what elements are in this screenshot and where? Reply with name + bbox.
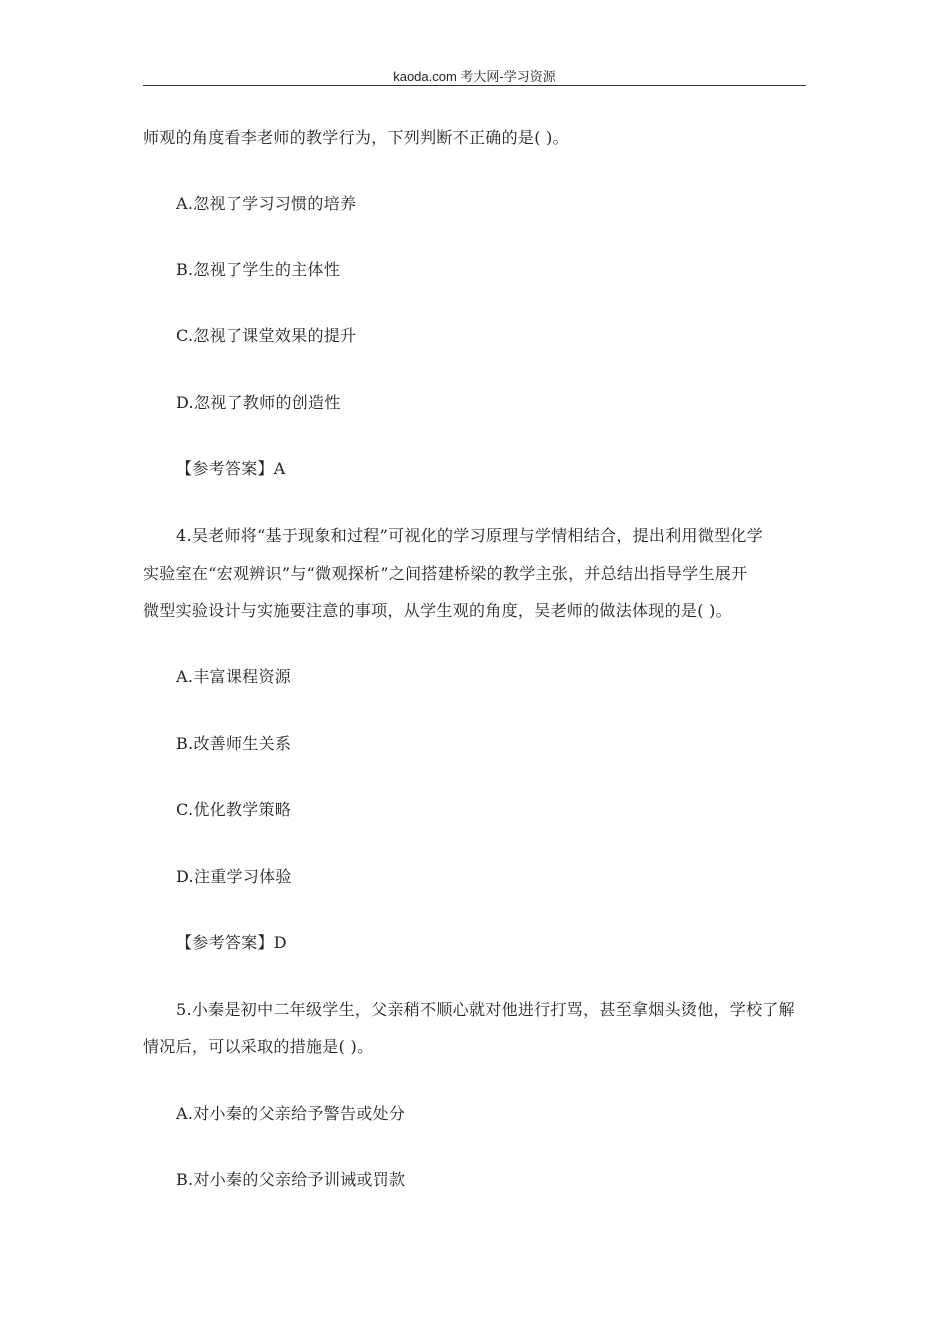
q4-option-b: B.改善师生关系	[176, 734, 292, 753]
q3-option-b: B.忽视了学生的主体性	[176, 260, 341, 279]
q5-option-a: A.对小秦的父亲给予警告或处分	[176, 1104, 406, 1123]
q3-answer: 【参考答案】A	[176, 459, 286, 478]
q5-option-b: B.对小秦的父亲给予训诫或罚款	[176, 1170, 406, 1189]
q3-option-a: A.忽视了学习习惯的培养	[176, 194, 357, 213]
page-header: kaoda.com 考大网-学习资源	[393, 69, 556, 84]
q3-option-d: D.忽视了教师的创造性	[176, 393, 341, 412]
q4-option-d: D.注重学习体验	[176, 867, 292, 886]
q3-option-c: C.忽视了课堂效果的提升	[176, 326, 357, 345]
q5-stem-line-1: 5.小秦是初中二年级学生，父亲稍不顺心就对他进行打骂，甚至拿烟头烫他，学校了解	[176, 1000, 795, 1019]
q3-stem-tail: 师观的角度看李老师的教学行为，下列判断不正确的是( )。	[143, 128, 569, 147]
q4-stem-line-3: 微型实验设计与实施要注意的事项，从学生观的角度，吴老师的做法体现的是( )。	[143, 601, 732, 620]
q4-answer: 【参考答案】D	[176, 933, 287, 952]
q4-option-a: A.丰富课程资源	[176, 667, 292, 686]
q5-stem-line-2: 情况后，可以采取的措施是( )。	[143, 1037, 374, 1056]
q4-option-c: C.优化教学策略	[176, 800, 292, 819]
q4-stem-line-1: 4.吴老师将“基于现象和过程”可视化的学习原理与学情相结合，提出利用微型化学	[176, 526, 764, 545]
q4-stem-line-2: 实验室在“宏观辨识”与“微观探析”之间搭建桥梁的教学主张，并总结出指导学生展开	[143, 564, 748, 583]
header-divider	[143, 85, 806, 86]
